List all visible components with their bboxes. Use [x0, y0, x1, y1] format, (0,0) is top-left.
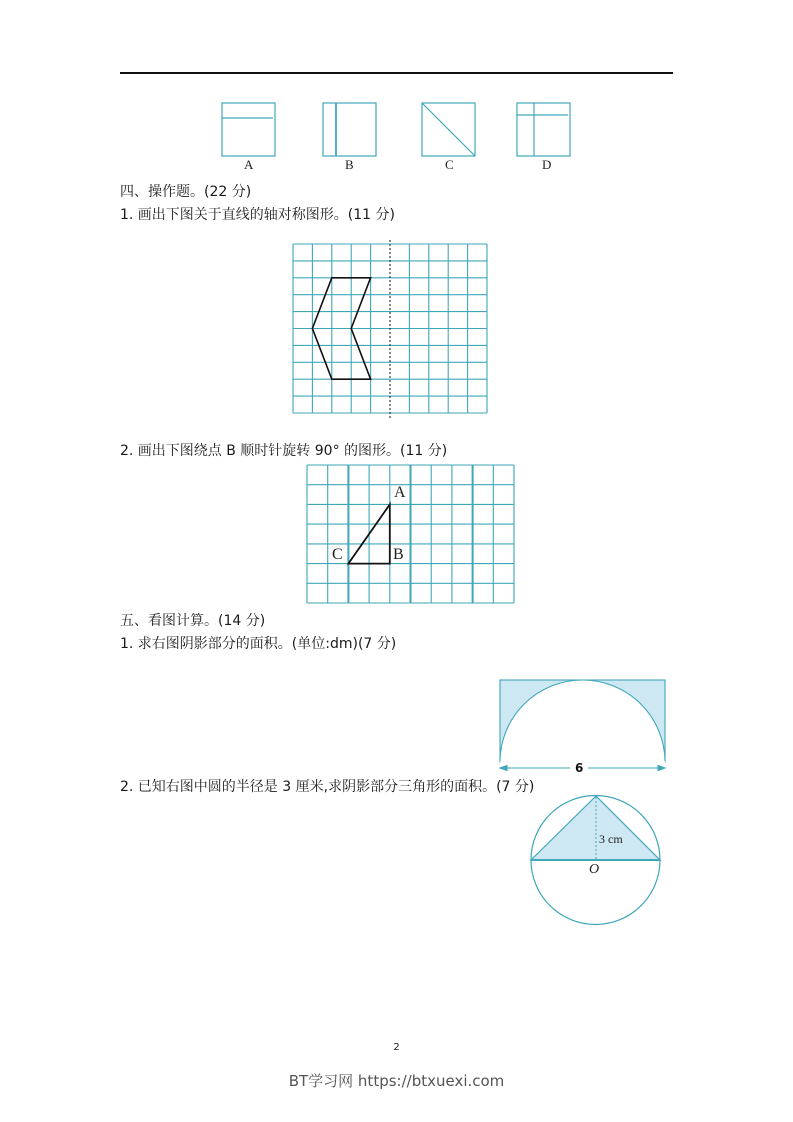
- option-label-d: D: [542, 157, 552, 172]
- dimension-label: 6: [575, 761, 584, 775]
- section-4-heading: 四、操作题。(22 分): [120, 184, 252, 200]
- option-label-b: B: [345, 157, 354, 172]
- footer-watermark: BT学习网 https://btxuexi.com: [288, 1072, 505, 1090]
- point-label-c: C: [332, 546, 343, 563]
- page-number: 2: [393, 1042, 400, 1053]
- question-4-1-text: 1. 画出下图关于直线的轴对称图形。(11 分): [120, 207, 395, 223]
- section-5-heading: 五、看图计算。(14 分): [120, 613, 266, 629]
- question-5-2-text: 2. 已知右图中圆的半径是 3 厘米,求阴影部分三角形的面积。(7 分): [120, 779, 535, 795]
- question-5-1-text: 1. 求右图阴影部分的面积。(单位:dm)(7 分): [120, 636, 397, 652]
- point-label-b: B: [393, 546, 404, 563]
- option-label-a: A: [244, 157, 254, 172]
- option-label-c: C: [445, 157, 454, 172]
- center-label: O: [589, 862, 600, 877]
- radius-label: 3 cm: [599, 832, 623, 846]
- point-label-a: A: [394, 484, 406, 501]
- question-4-2-text: 2. 画出下图绕点 B 顺时针旋转 90° 的图形。(11 分): [120, 443, 448, 459]
